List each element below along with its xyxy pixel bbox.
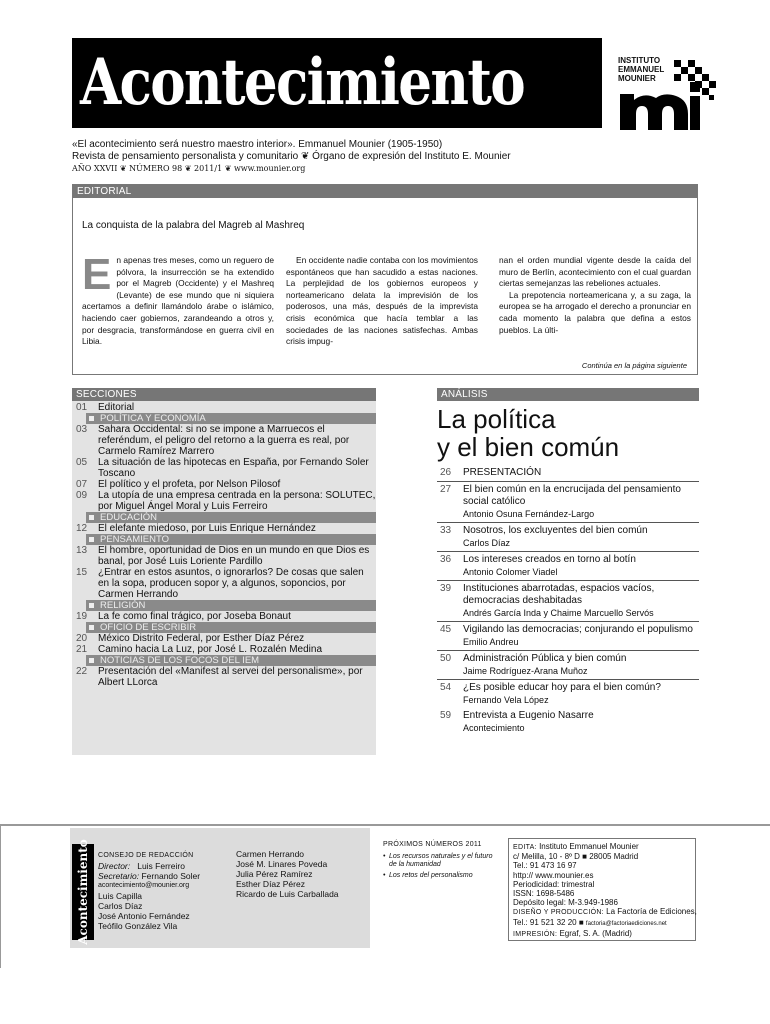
list-item bbox=[437, 622, 699, 651]
article-author: Antonio Colomer Viadel bbox=[463, 567, 558, 577]
analisis-title: La política y el bien común bbox=[437, 404, 620, 462]
section-category: RELIGIÓN bbox=[86, 600, 376, 611]
page-number: 09 bbox=[76, 490, 88, 501]
article-title: PRESENTACIÓN bbox=[463, 467, 542, 478]
list-item bbox=[437, 465, 699, 482]
article-title: Vigilando las democracias; conjurando el populismo bbox=[463, 624, 693, 635]
intro-quote: «El acontecimiento será nuestro maestro interior». Emmanuel Mounier (1905-1950) bbox=[72, 139, 443, 150]
article-title: Administración Pública y bien común bbox=[463, 653, 627, 664]
article-title: El elefante miedoso, por Luis Enrique Hernández bbox=[98, 523, 316, 534]
article-author: Emilio Andreu bbox=[463, 637, 519, 647]
page-number: 15 bbox=[76, 567, 88, 578]
intro-description: Revista de pensamiento personalista y comunitario ❦ Órgano de expresión del Instituto E. Mounier bbox=[72, 151, 511, 162]
page-number: 36 bbox=[440, 554, 452, 565]
article-entry bbox=[463, 583, 699, 619]
article-title: El político y el profeta, por Nelson Pilosof bbox=[98, 479, 281, 490]
list-item bbox=[437, 581, 699, 622]
page-number: 13 bbox=[76, 545, 88, 556]
analisis-list bbox=[437, 465, 699, 736]
article-title: Entrevista a Eugenio Nasarre bbox=[463, 710, 594, 721]
list-item: • Los retos del personalismo bbox=[383, 872, 493, 880]
list-item bbox=[72, 402, 376, 413]
intro-meta: AÑO XXVII ❦ NÚMERO 98 ❦ 2011/1 ❦ www.mounier.org bbox=[72, 164, 306, 173]
proximos-numeros: PRÓXIMOS NÚMEROS 2011 • Los recursos naturales y el futuro de la humanidad • Los retos del personalismo bbox=[383, 841, 493, 883]
editorial-column-1: E n apenas tres meses, como un reguero de pólvora, la insurrección se ha extendido por el Magreb (Occidente) y el Mashreq (Levante) de ese mundo que ni siquiera acertamos a definir llamándolo árabe o islámico, haciendo caer gobiernos, zarandeando a otros y, por desgracia, transformándose en guerra civil en Libia. bbox=[82, 250, 274, 347]
list-item bbox=[437, 482, 699, 523]
article-entry bbox=[463, 484, 699, 520]
masthead bbox=[72, 38, 602, 128]
article-author: Acontecimiento bbox=[463, 723, 525, 733]
article-title: Instituciones abarrotadas, espacios vacíos, democracias deshabitadas bbox=[463, 583, 655, 606]
article-title: ¿Es posible educar hoy para el bien común? bbox=[463, 682, 661, 693]
article-title: El hombre, oportunidad de Dios en un mundo en que Dios es banal, por José Luis Loriente Pardillo bbox=[98, 545, 370, 567]
editorial-box bbox=[72, 184, 698, 375]
article-entry bbox=[463, 710, 699, 734]
secciones-bar: SECCIONES bbox=[72, 388, 376, 401]
article-title: La utopía de una empresa centrada en la persona: SOLUTEC, por Miguel Ángel Moral y Luis Ferreiro bbox=[98, 490, 376, 512]
section-category: PENSAMIENTO bbox=[86, 534, 376, 545]
institute-name: INSTITUTO EMMANUEL MOUNIER bbox=[618, 56, 665, 83]
footer-logo: Acontecimiento bbox=[72, 844, 94, 940]
consejo-redaccion: CONSEJO DE REDACCIÓN Director: Luis Ferreiro Secretario: Fernando Soler acontecimiento@mounier.org Luis Capilla Carlos Díaz José Antonio Fernández Teófilo González Vila bbox=[98, 852, 201, 931]
analisis-bar: ANÁLISIS bbox=[437, 388, 699, 401]
article-title: Editorial bbox=[98, 402, 135, 413]
list-item bbox=[72, 490, 376, 512]
article-title: Los intereses creados en torno al botín bbox=[463, 554, 636, 565]
article-entry bbox=[463, 467, 699, 479]
article-entry bbox=[463, 554, 699, 578]
editorial-continue: Continúa en la página siguiente bbox=[581, 361, 687, 370]
page-number: 45 bbox=[440, 624, 452, 635]
list-item bbox=[72, 633, 376, 644]
article-title: ¿Entrar en estos asuntos, o ignorarlos? De cosas que salen en la sopa, producen sopor y, a algunos, soponcios, por Carmen Herrando bbox=[98, 567, 364, 600]
editorial-dropcap: E bbox=[82, 250, 112, 299]
article-title: La situación de las hipotecas en España, por Fernando Soler Toscano bbox=[98, 457, 369, 479]
page-number: 27 bbox=[440, 484, 452, 495]
page-number: 26 bbox=[440, 467, 452, 478]
article-author: Antonio Osuna Fernández-Largo bbox=[463, 509, 595, 519]
article-author: Jaime Rodríguez-Arana Muñoz bbox=[463, 666, 588, 676]
masthead-title: Acontecimiento bbox=[80, 45, 524, 120]
editorial-bar: EDITORIAL bbox=[73, 185, 697, 198]
list-item bbox=[437, 523, 699, 552]
list-item bbox=[72, 457, 376, 479]
article-title: La fe como final trágico, por Joseba Bonaut bbox=[98, 611, 291, 622]
page-number: 07 bbox=[76, 479, 88, 490]
article-entry bbox=[463, 624, 699, 648]
list-item bbox=[437, 552, 699, 581]
article-title: El bien común en la encrucijada del pensamiento social católico bbox=[463, 484, 681, 507]
article-title: Camino hacia La Luz, por José L. Rozalén Medina bbox=[98, 644, 323, 655]
page-number: 39 bbox=[440, 583, 452, 594]
editorial-column-2: En occidente nadie contaba con los movimientos espontáneos que han sacudido a estas naciones. La perplejidad de los gobiernos europeos y norteamericano delata la imprevisión de los poderosos, una más, después de la imprevista crisis económica que hacía temblar a las sociedades de las naciones satisfechas. Ambas crisis impug- bbox=[286, 255, 478, 347]
list-item: • Los recursos naturales y el futuro de la humanidad bbox=[383, 853, 493, 869]
list-item bbox=[437, 651, 699, 680]
article-author: Carlos Díaz bbox=[463, 538, 511, 548]
page-number: 03 bbox=[76, 424, 88, 435]
list-item bbox=[72, 424, 376, 457]
page-number: 21 bbox=[76, 644, 88, 655]
article-title: México Distrito Federal, por Esther Díaz Pérez bbox=[98, 633, 305, 644]
article-title: Sahara Occidental: si no se impone a Marruecos el referéndum, el peligro del retorno a la guerra es real, por Carmelo Ramírez Marrero bbox=[98, 424, 350, 457]
page-number: 33 bbox=[440, 525, 452, 536]
page-number: 59 bbox=[440, 710, 452, 721]
article-title: Nosotros, los excluyentes del bien común bbox=[463, 525, 648, 536]
list-item bbox=[72, 479, 376, 490]
page-number: 19 bbox=[76, 611, 88, 622]
section-category: EDUCACIÓN bbox=[86, 512, 376, 523]
consejo-miembros: Carmen Herrando José M. Linares Poveda Julia Pérez Ramírez Esther Díaz Pérez Ricardo de Luis Carballada bbox=[236, 849, 339, 899]
page-number: 12 bbox=[76, 523, 88, 534]
article-entry bbox=[463, 682, 699, 706]
article-title: Presentación del «Manifest al servei del personalisme», por Albert LLorca bbox=[98, 666, 363, 688]
page-number: 20 bbox=[76, 633, 88, 644]
secciones-list bbox=[72, 402, 376, 688]
list-item bbox=[72, 523, 376, 534]
analisis-panel bbox=[437, 388, 699, 736]
list-item bbox=[72, 545, 376, 567]
page-number: 50 bbox=[440, 653, 452, 664]
page-number: 01 bbox=[76, 402, 88, 413]
editorial-column-3: nan el orden mundial vigente desde la caída del muro de Berlín, acontecimiento con el cual guardan ciertas semejanzas las rebeliones actuales. La prepotencia norteamericana y, a su zaga, la europea se ha arrogado el derecho a pronunciar en cada momento la palabra que defina a estos pueblos. La últi- bbox=[499, 255, 691, 335]
article-entry bbox=[463, 525, 699, 549]
list-item bbox=[437, 680, 699, 708]
section-category: POLÍTICA Y ECONOMÍA bbox=[86, 413, 376, 424]
page-number: 05 bbox=[76, 457, 88, 468]
page-number: 54 bbox=[440, 682, 452, 693]
article-author: Andrés García Inda y Chaime Marcuello Servós bbox=[463, 608, 654, 618]
article-entry bbox=[463, 653, 699, 677]
edita-box: EDITA: Instituto Emmanuel Mounier c/ Melilla, 10 - 8º D ■ 28005 Madrid Tel.: 91 473 16 97 http:// www.mounier.es Periodicidad: trimestral ISSN: 1698-5486 Depósito legal: M-3.949-1986 DISEÑO Y PRODUCCIÓN: La Factoría de Ediciones, Tel.: 91 521 32 20 ■ factoria@factoriaediciones.net IMPRESIÓN: Egraf, S. A. (Madrid) bbox=[508, 838, 696, 941]
section-category: OFICIO DE ESCRIBIR bbox=[86, 622, 376, 633]
article-author: Fernando Vela López bbox=[463, 695, 549, 705]
list-item bbox=[437, 708, 699, 736]
list-item bbox=[72, 644, 376, 655]
list-item bbox=[72, 611, 376, 622]
page-number: 22 bbox=[76, 666, 88, 677]
list-item bbox=[72, 666, 376, 688]
section-category: NOTICIAS DE LOS FOCOS DEL IEM bbox=[86, 655, 376, 666]
list-item bbox=[72, 567, 376, 600]
secciones-panel bbox=[72, 388, 376, 755]
editorial-subtitle: La conquista de la palabra del Magreb al Mashreq bbox=[82, 220, 305, 231]
intro bbox=[72, 139, 712, 175]
